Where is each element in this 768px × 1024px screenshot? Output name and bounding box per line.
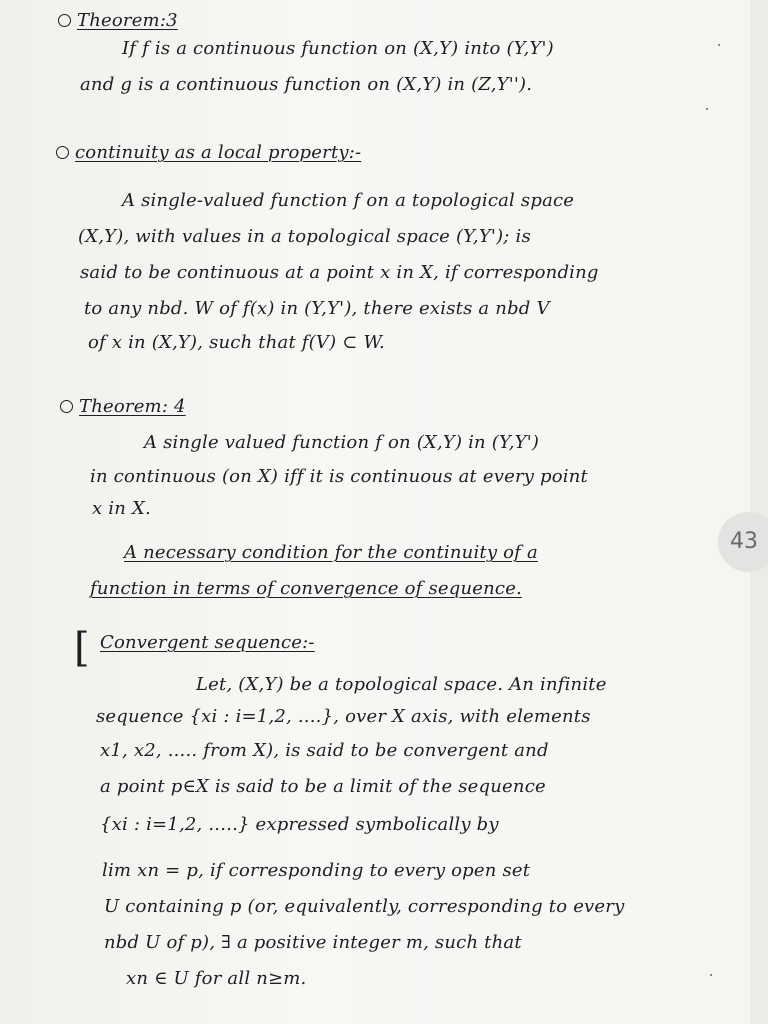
local-property-line-3: said to be continuous at a point x in X, if corresponding: [80, 262, 599, 283]
local-property-line-5: of x in (X,Υ), such that f(V) ⊂ W.: [88, 332, 385, 353]
theorem-4-line-2: in continuous (on X) iff it is continuous at every point: [90, 466, 588, 487]
convergent-line-1: Let, (X,Υ) be a topological space. An infinite: [196, 674, 607, 695]
convergent-line-7: U containing p (or, equivalently, corresponding to every: [104, 896, 625, 917]
theorem-3-line-1: If f is a continuous function on (X,Υ) into (Y,Υ'): [122, 38, 554, 59]
convergent-line-3: x1, x2, ..... from X), is said to be convergent and: [100, 740, 549, 761]
stray-mark: [710, 974, 712, 976]
local-property-heading: continuity as a local property:-: [56, 142, 361, 163]
theorem-4-heading: Theorem: 4: [60, 396, 186, 417]
theorem-3-heading: Theorem:3: [58, 10, 178, 31]
convergent-line-8: nbd U of p), ∃ a positive integer m, such that: [104, 932, 522, 953]
bullet-icon: [56, 146, 69, 159]
theorem-4-line-3: x in X.: [92, 498, 151, 519]
necessary-condition-line-1: A necessary condition for the continuity of a: [124, 542, 538, 563]
local-property-line-2: (X,Υ), with values in a topological space (Y,Υ'); is: [78, 226, 531, 247]
convergent-line-5: {xi : i=1,2, .....} expressed symbolically by: [100, 814, 499, 835]
convergent-line-4: a point p∈X is said to be a limit of the sequence: [100, 776, 546, 797]
bullet-icon: [60, 400, 73, 413]
stray-mark: [706, 108, 708, 110]
convergent-line-9: xn ∈ U for all n≥m.: [126, 968, 307, 989]
left-bracket: [: [74, 625, 90, 671]
page-number-badge: 43: [718, 512, 768, 572]
theorem-4-line-1: A single valued function f on (X,Υ) in (Y,Υ'): [144, 432, 540, 453]
necessary-condition-line-2: function in terms of convergence of sequence.: [90, 578, 522, 599]
bullet-icon: [58, 14, 71, 27]
convergent-sequence-heading: Convergent sequence:-: [100, 632, 315, 653]
local-property-line-1: A single-valued function f on a topological space: [122, 190, 575, 211]
local-property-line-4: to any nbd. W of f(x) in (Y,Υ'), there exists a nbd V: [84, 298, 550, 319]
theorem-3-line-2: and g is a continuous function on (X,Υ) in (Z,Υ'').: [80, 74, 533, 95]
convergent-line-6: lim xn = p, if corresponding to every open set: [102, 860, 531, 881]
convergent-line-2: sequence {xi : i=1,2, ....}, over X axis, with elements: [96, 706, 591, 727]
stray-mark: [718, 44, 720, 46]
